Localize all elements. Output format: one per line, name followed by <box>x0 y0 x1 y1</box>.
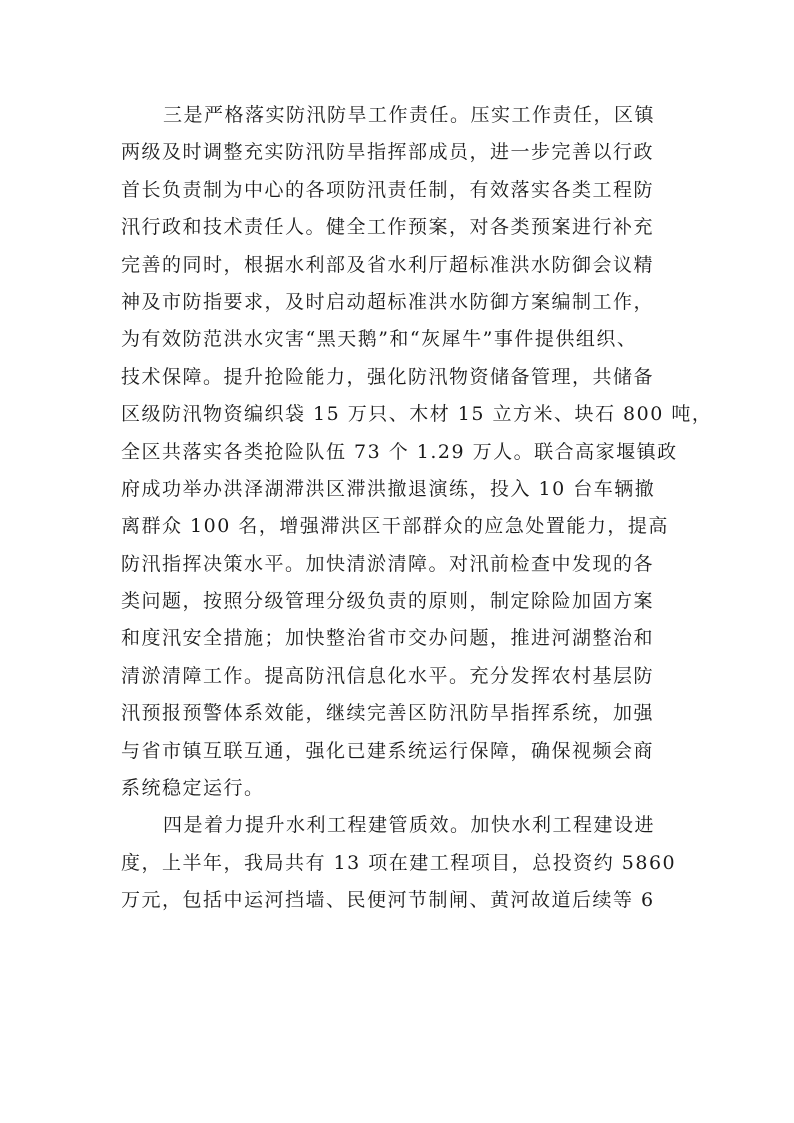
paragraph-line: 为有效防范洪水灾害“黑天鹅”和“灰犀牛”事件提供组织、 <box>121 328 638 351</box>
paragraph-line: 首长负责制为中心的各项防汛责任制，有效落实各类工程防 <box>121 178 655 201</box>
paragraph-line: 与省市镇互联互通，强化已建系统运行保障，确保视频会商 <box>121 739 655 762</box>
paragraph-line: 系统稳定运行。 <box>121 777 265 800</box>
paragraph-line: 三是严格落实防汛防旱工作责任。压实工作责任，区镇 <box>163 104 656 126</box>
paragraph-line: 完善的同时，根据水利部及省水利厅超标准洪水防御会议精 <box>121 253 655 276</box>
paragraph-line: 万元，包括中运河挡墙、民便河节制闸、黄河故道后续等 6 <box>121 889 655 912</box>
paragraph-line: 神及市防指要求，及时启动超标准洪水防御方案编制工作， <box>121 290 655 313</box>
document-body <box>121 97 713 920</box>
paragraph-line: 清淤清障工作。提高防汛信息化水平。充分发挥农村基层防 <box>121 664 655 687</box>
paragraph-line: 府成功举办洪泽湖滞洪区滞洪撤退演练，投入 10 台车辆撤 <box>121 477 656 500</box>
paragraph-line: 汛预报预警体系效能，继续完善区防汛防旱指挥系统，加强 <box>121 702 655 725</box>
paragraph-line: 区级防汛物资编织袋 15 万只、木材 15 立方米、块石 800 吨， <box>121 403 713 426</box>
paragraph-line: 全区共落实各类抢险队伍 73 个 1.29 万人。联合高家堰镇政 <box>121 440 678 463</box>
paragraph-line: 两级及时调整充实防汛防旱指挥部成员，进一步完善以行政 <box>121 141 655 164</box>
paragraph-line: 类问题，按照分级管理分级负责的原则，制定除险加固方案 <box>121 590 655 613</box>
paragraph-line: 四是着力提升水利工程建管质效。加快水利工程建设进 <box>163 814 656 837</box>
paragraph-line: 和度汛安全措施；加快整治省市交办问题，推进河湖整治和 <box>121 627 655 650</box>
paragraph-line: 度，上半年，我局共有 13 项在建工程项目，总投资约 5860 <box>121 851 677 874</box>
paragraph-line: 技术保障。提升抢险能力，强化防汛物资储备管理，共储备 <box>121 365 655 388</box>
paragraph-line: 离群众 100 名，增强滞洪区干部群众的应急处置能力，提高 <box>121 515 669 538</box>
paragraph-line: 汛行政和技术责任人。健全工作预案，对各类预案进行补充 <box>121 216 655 239</box>
paragraph-line: 防汛指挥决策水平。加快清淤清障。对汛前检查中发现的各 <box>121 552 655 575</box>
